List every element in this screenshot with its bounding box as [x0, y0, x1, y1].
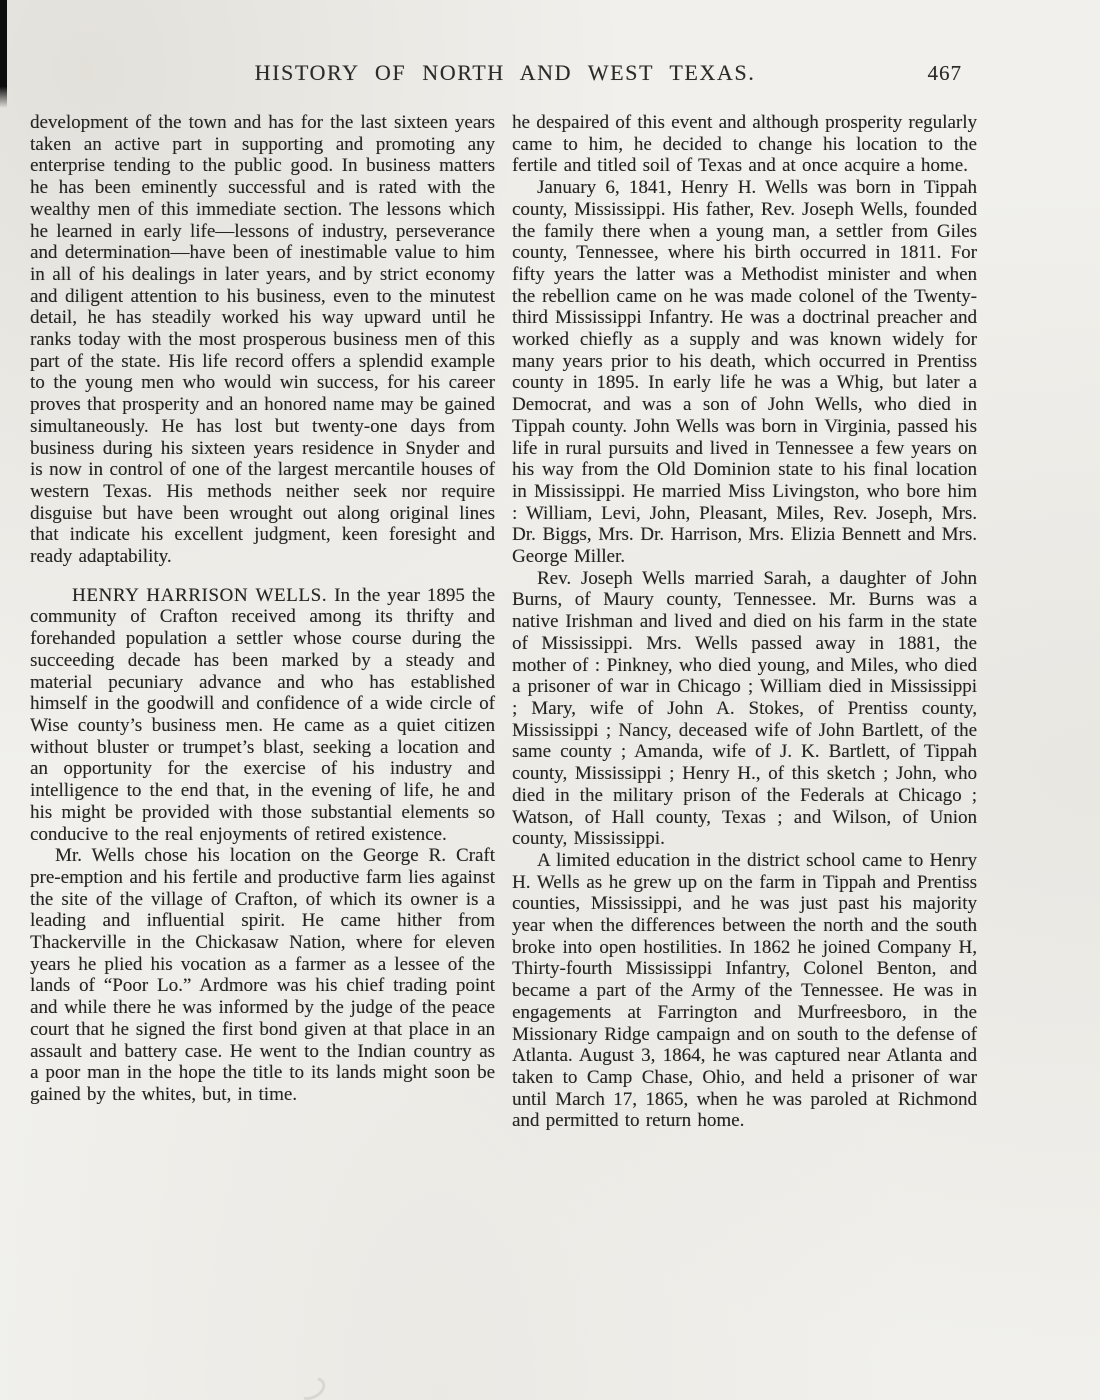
- left-column: [30, 112, 495, 1132]
- paragraph: Mr. Wells chose his location on the George R. Craft pre-emption and his fertile and productive farm lies against the site of the village of Crafton, of which its owner is a leading and influential spirit. He came hither from Thackerville in the Chickasaw Nation, where for eleven years he plied his vocation as a farmer as a lessee of the lands of “Poor Lo.” Ardmore was his chief trading point and while there he was informed by the judge of the peace court that he signed the first bond given at that place in an assault and battery case. He went to the Indian country as a poor man in the hope the title to its lands might soon be gained by the whites, but, in time.: [30, 845, 495, 1105]
- paragraph-continuation: he despaired of this event and although prosperity regularly came to him, he decided to change his location to the fertile and titled soil of Texas and at once acquire a home.: [512, 112, 977, 177]
- paragraph: A limited education in the district school came to Henry H. Wells as he grew up on the farm in Tippah and Prentiss counties, Mississippi, and he was just past his majority year when the differences between the north and the south broke into open hostilities. In 1862 he joined Company H, Thirty-fourth Mississippi Infantry, Colonel Benton, and became a part of the Army of the Tennessee. He was in engagements at Farrington and Murfreesboro, in the Missionary Ridge campaign and on south to the defense of Atlanta. August 3, 1864, he was captured near Atlanta and taken to Camp Chase, Ohio, and held a prisoner of war until March 17, 1865, when he was paroled at Richmond and permitted to return home.: [512, 849, 977, 1132]
- text-columns: [30, 112, 977, 1132]
- scan-edge-artifact: [0, 0, 7, 108]
- running-head: [30, 60, 980, 86]
- paragraph-continuation: development of the town and has for the last sixteen years taken an active part in supporting and promoting any enterprise tending to the public good. In business matters he has been eminently successful and is rated with the wealthy men of this immediate section. The lessons which he learned in early life—lessons of industry, perseverance and determination—have been of inestimable value to him in all of his dealings in later years, and by strict economy and diligent attention to his business, even to the minutest detail, he has steadily worked his way upward until he ranks today with the most prosperous business men of this part of the state. His life record offers a splendid example to the young men who would win success, for his career proves that prosperity and an honored name may be gained simultaneously. He has lost but twenty-one days from business during his sixteen years residence in Snyder and is now in control of one of the largest mercantile houses of western Texas. His methods neither seek nor require disguise but have been wrought out along original lines that indicate his excellent judgment, keen foresight and ready adaptability.: [30, 112, 495, 568]
- right-column: [512, 112, 977, 1132]
- paragraph: January 6, 1841, Henry H. Wells was born in Tippah county, Mississippi. His father, Rev. Joseph Wells, founded the family there when a young man, a settler from Giles county, Tennessee, where his birth occurred in 1811. For fifty years the latter was a Methodist minister and when the rebellion came on he was made colonel of the Twenty-third Mississippi Infantry. He was a doctrinal preacher and worked chiefly as a supply and was known widely for many years prior to his death, which occurred in Prentiss county in 1895. In early life he was a Whig, but later a Democrat, and was a son of John Wells, who died in Tippah county. John Wells was born in Virginia, passed his life in rural pursuits and lived in Tennessee a few years on his way from the Old Dominion state to his final location in Mississippi. He married Miss Livingston, who bore him : William, Levi, John, Pleasant, Miles, Rev. Joseph, Mrs. Dr. Biggs, Mrs. Dr. Harrison, Mrs. Elizia Bennett and Mrs. George Miller.: [512, 177, 977, 568]
- paper-smudge-artifact: [293, 1373, 329, 1400]
- page-number: 467: [927, 61, 962, 85]
- page-title: HISTORY OF NORTH AND WEST TEXAS.: [254, 60, 756, 85]
- biography-entry-paragraph: [30, 585, 495, 845]
- paragraph: Rev. Joseph Wells married Sarah, a daughter of John Burns, of Maury county, Tennessee. Mr. Burns was a native Irishman and lived and died on his farm in the state of Mississippi. Mrs. Wells passed away in 1881, the mother of : Pinkney, who died young, and Miles, who died a prisoner of war in Chicago ; William died in Mississippi ; Mary, wife of John A. Stokes, of Prentiss county, Mississippi ; Nancy, deceased wife of John Bartlett, of the same county ; Amanda, wife of J. K. Bartlett, of Tippah county, Mississippi ; Henry H., of this sketch ; John, who died in the military prison of the Federals at Chicago ; Watson, of Hall county, Texas ; and Wilson, of Union county, Mississippi.: [512, 567, 977, 850]
- entry-body-text: In the year 1895 the community of Crafton received among its thrifty and forehanded population a settler whose course during the succeeding decade has been marked by a steady and material pecuniary advance and who has established himself in the goodwill and confidence of a wide circle of Wise county’s business men. He came as a quiet citizen without bluster or trumpet’s blast, seeking a location and an opportunity for the exercise of his industry and intelligence to the end that, in the evening of life, he and his might be provided with those substantial elements so conducive to the real enjoyments of retired existence.: [30, 584, 496, 845]
- entry-heading: HENRY HARRISON WELLS.: [72, 584, 328, 606]
